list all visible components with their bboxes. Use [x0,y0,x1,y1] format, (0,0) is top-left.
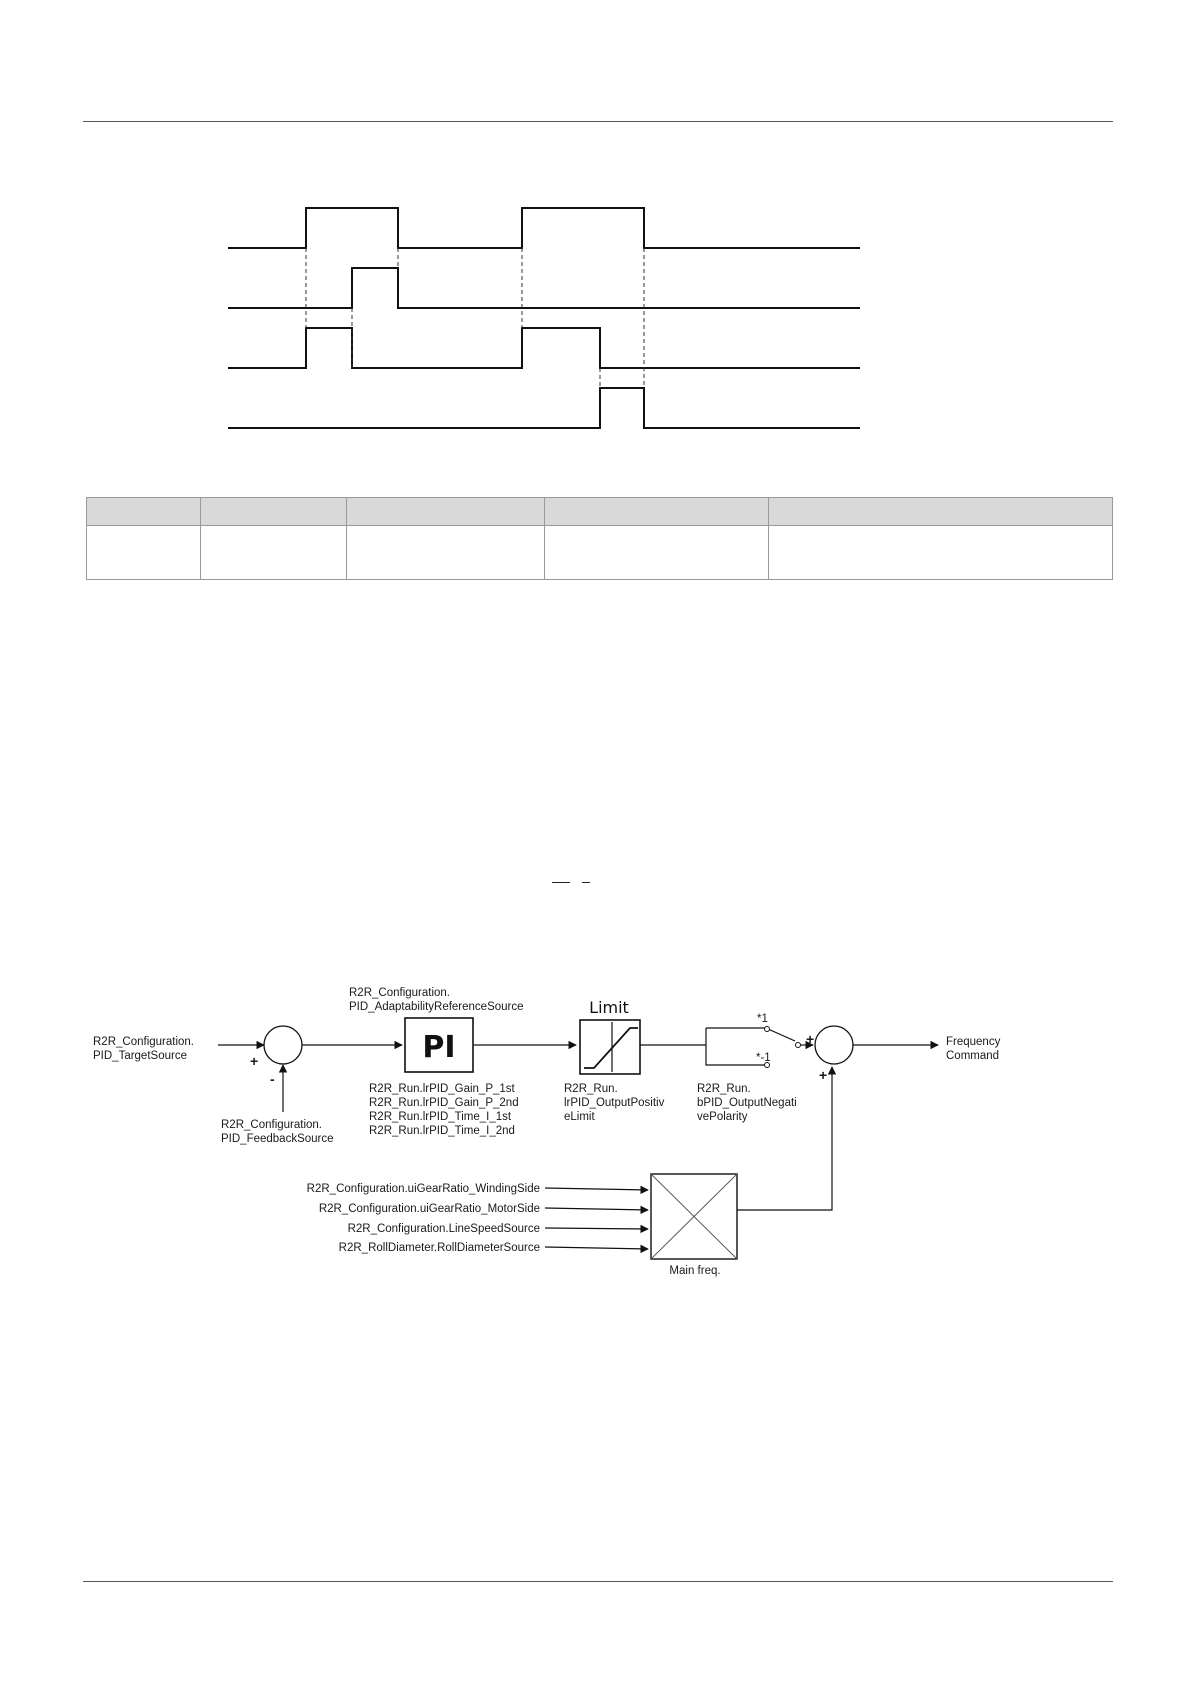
sum1-minus-sign: - [270,1071,275,1087]
adaptability-source-label: R2R_Configuration. PID_AdaptabilityReferenceSource [349,987,524,1013]
main-freq-input-label: R2R_Configuration.LineSpeedSource [347,1223,540,1235]
signal-line [545,1247,648,1249]
signal-line [545,1208,648,1210]
switch-contact-out [796,1043,801,1048]
signal-line [545,1228,648,1229]
sum1-plus-sign: + [250,1053,259,1069]
limit-params-label: R2R_Run. lrPID_OutputPositiv eLimit [564,1083,665,1123]
target-source-label: R2R_Configuration. PID_TargetSource [93,1036,195,1062]
main-freq-input-label: R2R_RollDiameter.RollDiameterSource [338,1242,540,1254]
main-freq-input-label: R2R_Configuration.uiGearRatio_MotorSide [318,1203,540,1215]
main-freq-label: Main freq. [669,1265,721,1277]
switch-neg-label: *-1 [756,1052,771,1064]
output-label: Frequency Command [946,1036,1001,1062]
switch-lever [768,1029,795,1041]
switch-contact-pos [765,1027,770,1032]
sum2-plus-bottom-sign: + [819,1067,828,1083]
limit-title: Limit [589,998,629,1017]
summing-junction-1 [264,1026,302,1064]
summing-junction-2 [815,1026,853,1064]
sum2-plus-top-sign: + [806,1031,815,1047]
main-freq-input-label: R2R_Configuration.uiGearRatio_WindingSide [306,1183,540,1195]
switch-pos-label: *1 [757,1013,768,1025]
feedback-source-label: R2R_Configuration. PID_FeedbackSource [221,1119,334,1145]
pi-label: PI [422,1030,456,1065]
footer-rule [83,1581,1113,1582]
pi-params-label: R2R_Run.lrPID_Gain_P_1st R2R_Run.lrPID_Gain_P_2nd R2R_Run.lrPID_Time_I_1st R2R_Run.lrPID_Time_I_2nd [369,1083,519,1137]
polarity-params-label: R2R_Run. bPID_OutputNegati vePolarity [697,1083,797,1123]
signal-line [545,1188,648,1190]
